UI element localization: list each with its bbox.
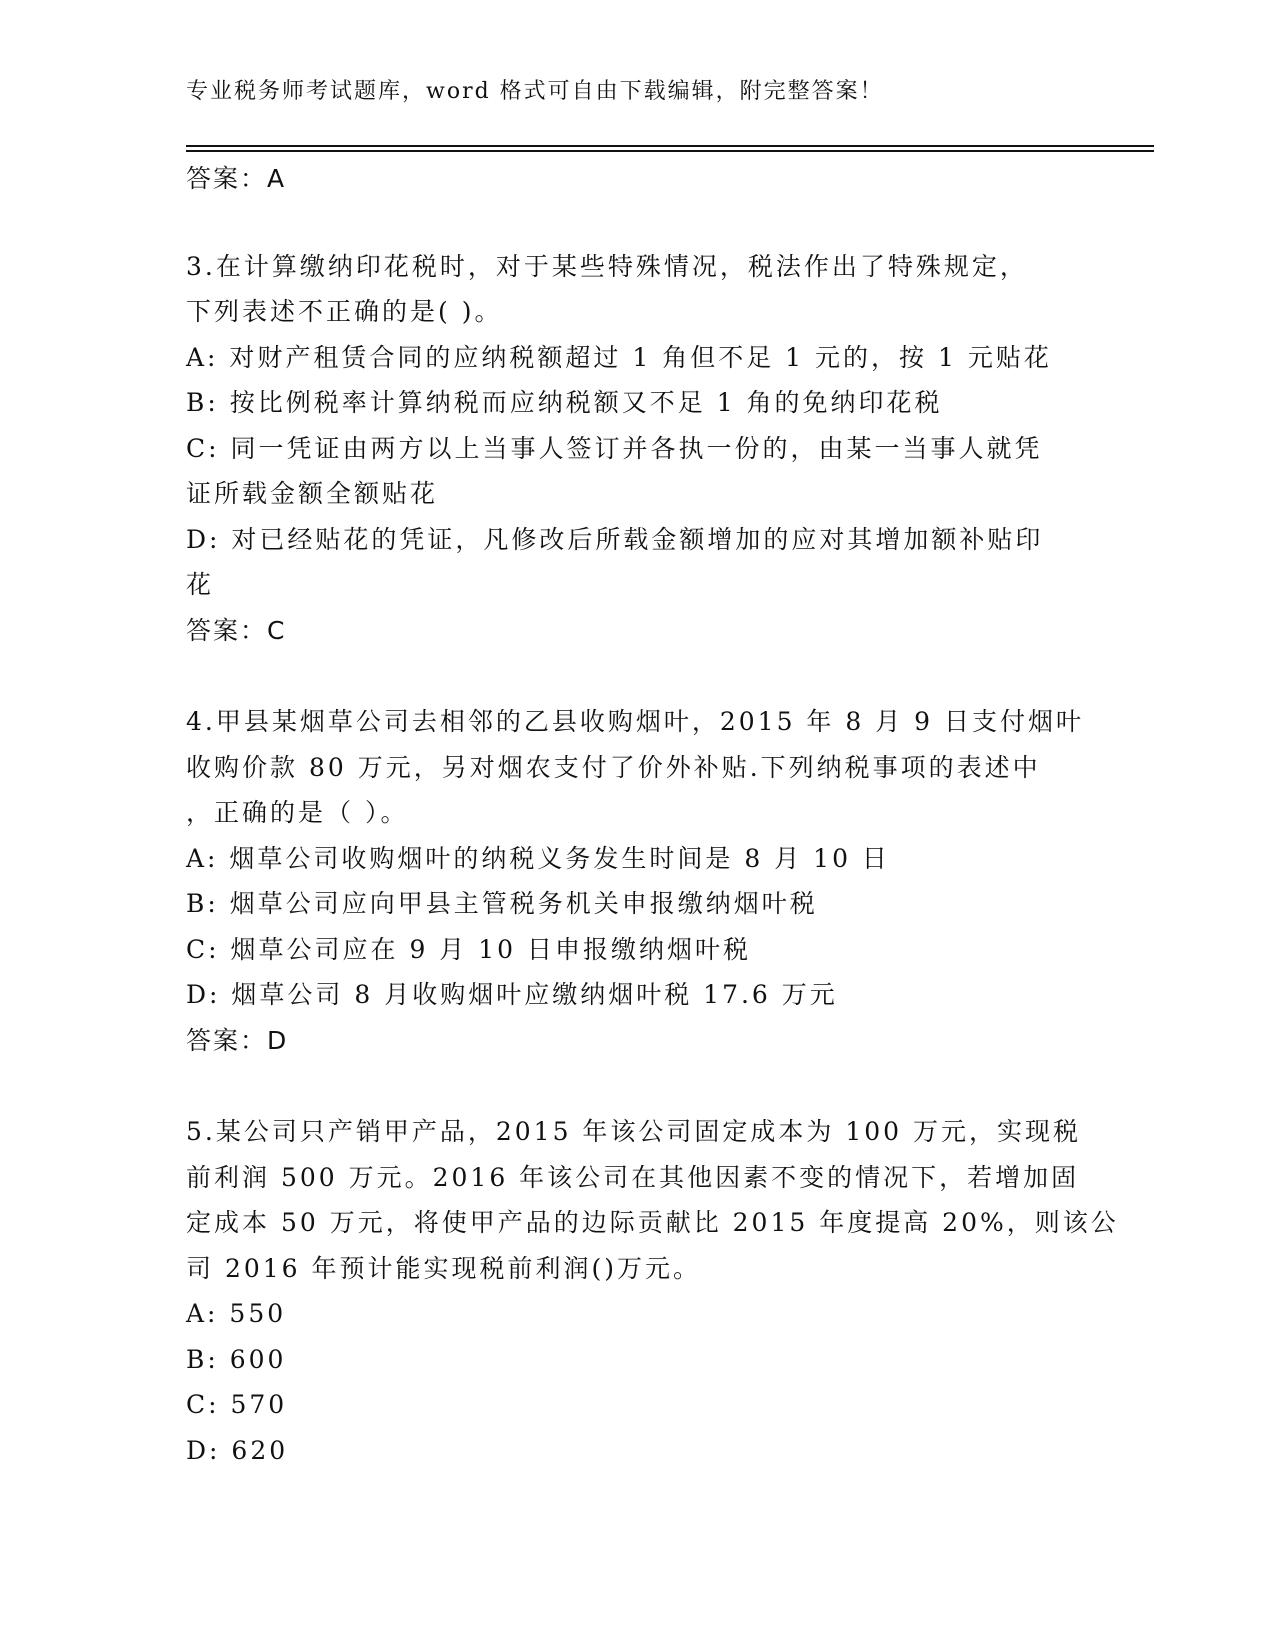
question-stem-line: 司 2016 年预计能实现税前利润()万元。 (186, 1253, 702, 1283)
previous-answer: 答案：A (186, 164, 287, 193)
question-stem-line: 下列表述不正确的是( )。 (186, 297, 503, 326)
question-5 (186, 1109, 1119, 1473)
option-c: C: 同一凭证由两方以上当事人签订并各执一份的，由某一当事人就凭 (186, 433, 1043, 463)
page-header: 专业税务师考试题库，word 格式可自由下载编辑，附完整答案！ (186, 79, 884, 104)
question-stem-line: 收购价款 80 万元，另对烟农支付了价外补贴.下列纳税事项的表述中 (186, 752, 1041, 782)
option-c: C: 570 (186, 1390, 288, 1419)
option-d: D: 620 (186, 1435, 289, 1465)
option-b: B: 600 (186, 1344, 287, 1374)
question-stem-line: 定成本 50 万元，将使甲产品的边际贡献比 2015 年度提高 20%，则该公 (186, 1208, 1119, 1237)
header-rule-top (186, 145, 1154, 147)
question-stem-line: 4.甲县某烟草公司去相邻的乙县收购烟叶，2015 年 8 月 9 日支付烟叶 (186, 707, 1085, 736)
option-a: A: 烟草公司收购烟叶的纳税义务发生时间是 8 月 10 日 (186, 843, 890, 873)
option-d: D: 对已经贴花的凭证，凡修改后所载金额增加的应对其增加额补贴印 (186, 524, 1044, 554)
option-b: B: 按比例税率计算纳税而应纳税额又不足 1 角的免纳印花税 (186, 388, 943, 417)
option-a: A: 550 (186, 1299, 287, 1328)
question-stem-line: 3.在计算缴纳印花税时，对于某些特殊情况，税法作出了特殊规定， (186, 251, 1028, 281)
option-c-cont: 证所载金额全额贴花 (186, 479, 439, 508)
option-d-cont: 花 (186, 570, 215, 599)
option-b: B: 烟草公司应向甲县主管税务机关申报缴纳烟叶税 (186, 889, 818, 918)
option-a: A: 对财产租赁合同的应纳税额超过 1 角但不足 1 元的，按 1 元贴花 (186, 342, 1052, 372)
question-stem-line: ，正确的是（ ）。 (186, 798, 409, 827)
question-stem-line: 5.某公司只产销甲产品，2015 年该公司固定成本为 100 万元，实现税 (186, 1117, 1082, 1146)
answer: 答案：C (186, 615, 287, 645)
option-d: D: 烟草公司 8 月收购烟叶应缴纳烟叶税 17.6 万元 (186, 980, 838, 1009)
document-body (186, 156, 1119, 1473)
header-rule-bottom (186, 150, 1154, 152)
question-4 (186, 699, 1086, 1063)
question-stem-line: 前利润 500 万元。2016 年该公司在其他因素不变的情况下，若增加固 (186, 1162, 1080, 1192)
question-3 (186, 244, 1086, 654)
option-c: C: 烟草公司应在 9 月 10 日申报缴纳烟叶税 (186, 934, 752, 964)
answer: 答案：D (186, 1025, 289, 1055)
